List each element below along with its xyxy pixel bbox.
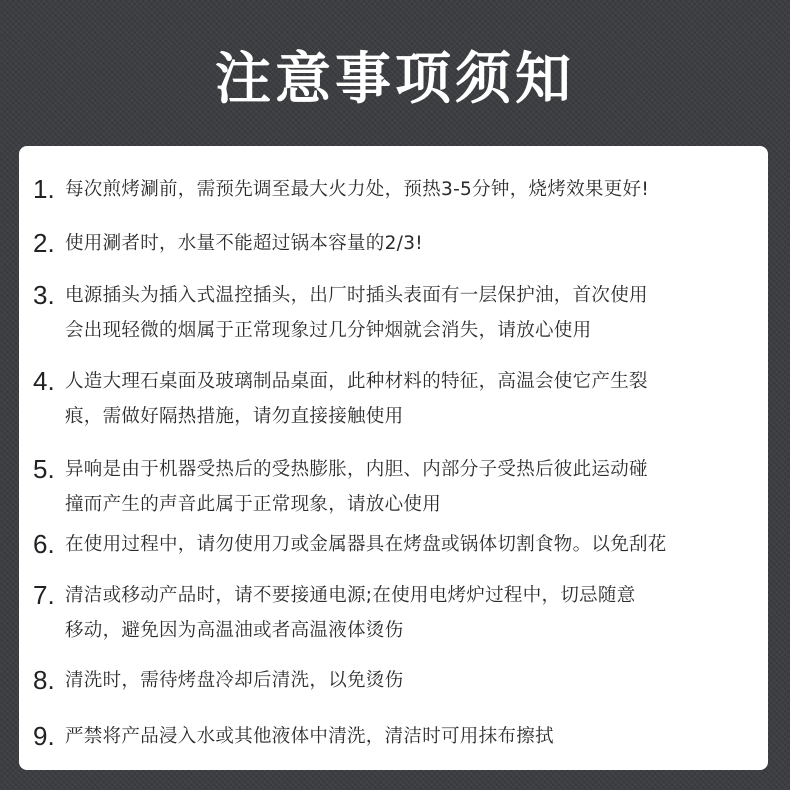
item-number: 8. [33,665,55,695]
list-item [33,278,763,348]
item-text: 严禁将产品浸入水或其他液体中清洗，清洁时可用抹布擦拭 [65,726,554,747]
notice-card [19,146,768,770]
item-text: 使用涮者时，水量不能超过锅本容量的2/3! [65,233,423,254]
item-number: 2. [33,228,55,258]
item-text: 清洁或移动产品时，请不要接通电源;在使用电烤炉过程中，切忌随意 移动，避免因为高温油或者高温液体烫伤 [65,585,636,641]
item-number: 1. [33,174,55,204]
item-number: 9. [33,721,55,751]
item-number: 4. [33,366,55,396]
item-text: 每次煎烤涮前，需预先调至最大火力处，预热3-5分钟，烧烤效果更好! [65,179,650,200]
list-item [33,452,763,522]
item-number: 7. [33,580,55,610]
item-text: 清洗时，需待烤盘冷却后清洗，以免烫伤 [65,670,404,691]
list-item [33,172,763,207]
page-title: 注意事项须知 [215,47,575,112]
list-item [33,663,763,698]
list-item [33,364,763,434]
item-number: 5. [33,454,55,484]
item-text: 在使用过程中，请勿使用刀或金属器具在烤盘或锅体切割食物。以免刮花 [65,534,667,555]
list-item [33,527,763,562]
item-text: 异响是由于机器受热后的受热膨胀，内胆、内部分子受热后彼此运动碰 撞而产生的声音此属于正常现象，请放心使用 [65,459,648,515]
list-item [33,719,763,754]
item-number: 6. [33,529,55,559]
item-text: 人造大理石桌面及玻璃制品桌面，此种材料的特征，高温会使它产生裂 痕，需做好隔热措施，请勿直接接触使用 [65,371,648,427]
item-number: 3. [33,280,55,310]
item-text: 电源插头为插入式温控插头，出厂时插头表面有一层保护油，首次使用 会出现轻微的烟属于正常现象过几分钟烟就会消失，请放心使用 [65,285,648,341]
list-item [33,226,763,261]
list-item [33,578,763,648]
